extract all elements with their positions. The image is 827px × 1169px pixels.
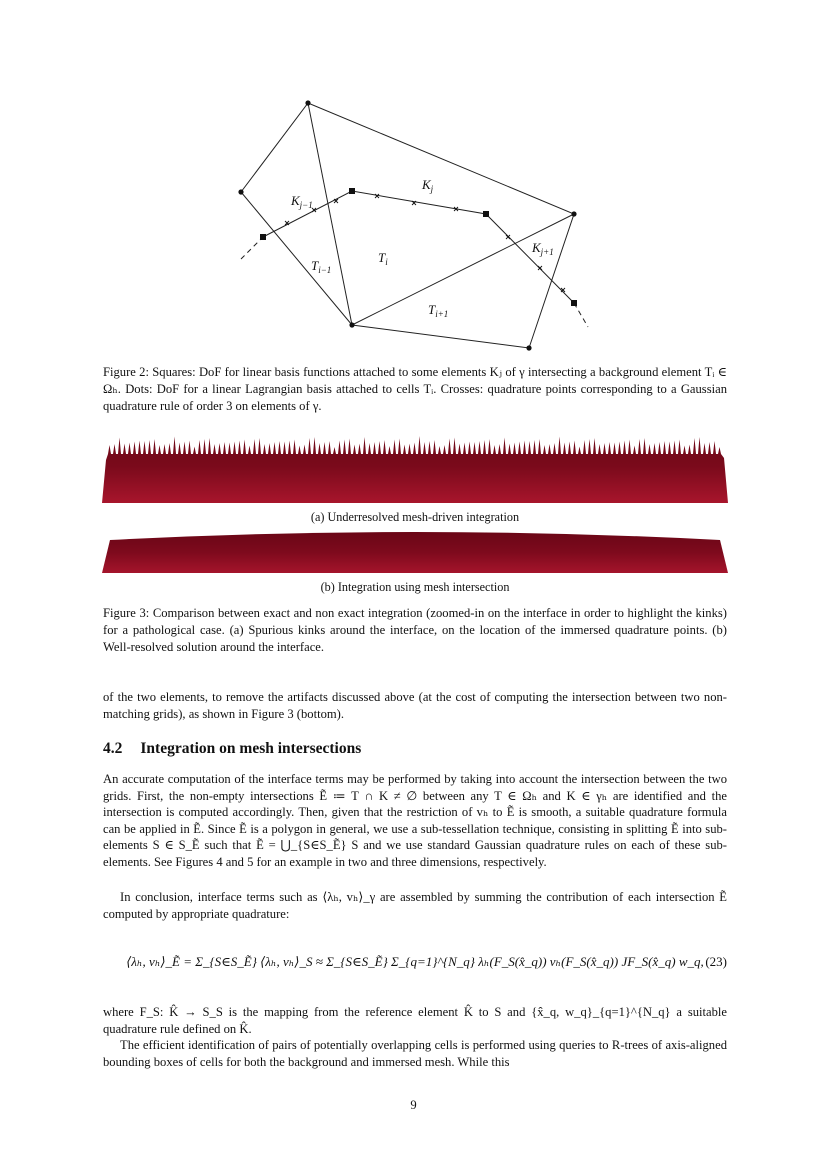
figure-2-diagram [0,0,827,360]
background-mesh [241,103,574,348]
label-k-j-minus-1: $K_{j-1}$ [291,193,313,210]
equation-23 [103,954,727,970]
interface-curve [241,191,588,327]
label-t-i-minus-1: $T_{i-1}$ [311,258,332,275]
paragraph: where F_S: K̂ → S_S is the mapping from the reference element K̂ to S and {x̂_q, w_q}_{q=1}^{N_q} a suitable quadrature rule defined on K̂. [103,1005,727,1036]
figure-3b-subcaption: (b) Integration using mesh intersection [320,580,510,594]
label-k-j-plus-1: $K_{j+1}$ [532,240,554,257]
figure-3-caption: Figure 3: Comparison between exact and non exact integration (zoomed-in on the interface in order to highlight the kinks) for a pathological case. (a) Spurious kinks around the interface, on the location of the immersed quadrature points. (b) Well-resolved solution around the interface. [103,606,727,654]
paragraph: An accurate computation of the interface terms may be performed by taking into account the intersection between the two grids. First, the non-empty intersections Ẽ ≔ T ∩ K ≠ ∅ between any T ∈ Ωₕ and K ∈ γₕ are identified and the intersection is computed accordingly. Then, given that the restriction of vₕ to Ẽ is smooth, a suitable quadrature formula can be applied in Ẽ. Since Ẽ is a polygon in general, we use a sub-tessellation technique, consisting in splitting Ẽ into sub-elements S ∈ S_Ẽ such that Ẽ = ⋃_{S∈S_Ẽ} S and we use standard Gaussian quadrature rules on each of these sub-elements. See Figures 4 and 5 for an example in two and three dimensions, respectively. [103,772,727,869]
figure-3b-image [102,528,728,575]
page-number: 9 [410,1098,417,1112]
label-t-i: $T_i$ [378,250,388,267]
equation-body: ⟨λₕ, vₕ⟩_Ẽ = Σ_{S∈S_Ẽ} ⟨λₕ, vₕ⟩_S ≈ Σ_{S∈S_Ẽ} Σ_{q=1}^{N_q} λₕ(F_S(x̂_q)) vₕ(F_S(x̂_q)) JF_S(x̂_q) w_q, [126,954,704,969]
quadrature-cross [538,266,542,270]
paragraph: of the two elements, to remove the artifacts discussed above (at the cost of computing the intersection between two non-matching grids), as shown in Figure 3 (bottom). [103,690,727,721]
paragraph: The efficient identification of pairs of potentially overlapping cells is performed using queries to R-trees of axis-aligned bounding boxes of cells for both the background and immersed mesh. While this [103,1038,727,1069]
quadrature-crosses [285,194,565,292]
figure-2-caption: Figure 2: Squares: DoF for linear basis functions attached to some elements Kⱼ of γ intersecting a background element Tᵢ ∈ Ωₕ. Dots: DoF for a linear Lagrangian basis attached to cells Tᵢ. Crosses: quadrature points corresponding to a Gaussian quadrature rule of order 3 on elements of γ. [103,365,727,413]
label-k-j: $K_j$ [422,177,434,194]
paragraph: In conclusion, interface terms such as ⟨λₕ, vₕ⟩_γ are assembled by summing the contribution of each intersection Ẽ computed by appropriate quadrature: [103,890,727,921]
lagrange-dof-dots [238,100,576,350]
equation-number: (23) [705,954,727,969]
figure-3a-image [102,430,728,505]
figure-3a-subcaption: (a) Underresolved mesh-driven integration [310,510,520,524]
section-heading: 4.2 Integration on mesh intersections [103,740,362,757]
label-t-i-plus-1: $T_{i+1}$ [428,302,449,319]
